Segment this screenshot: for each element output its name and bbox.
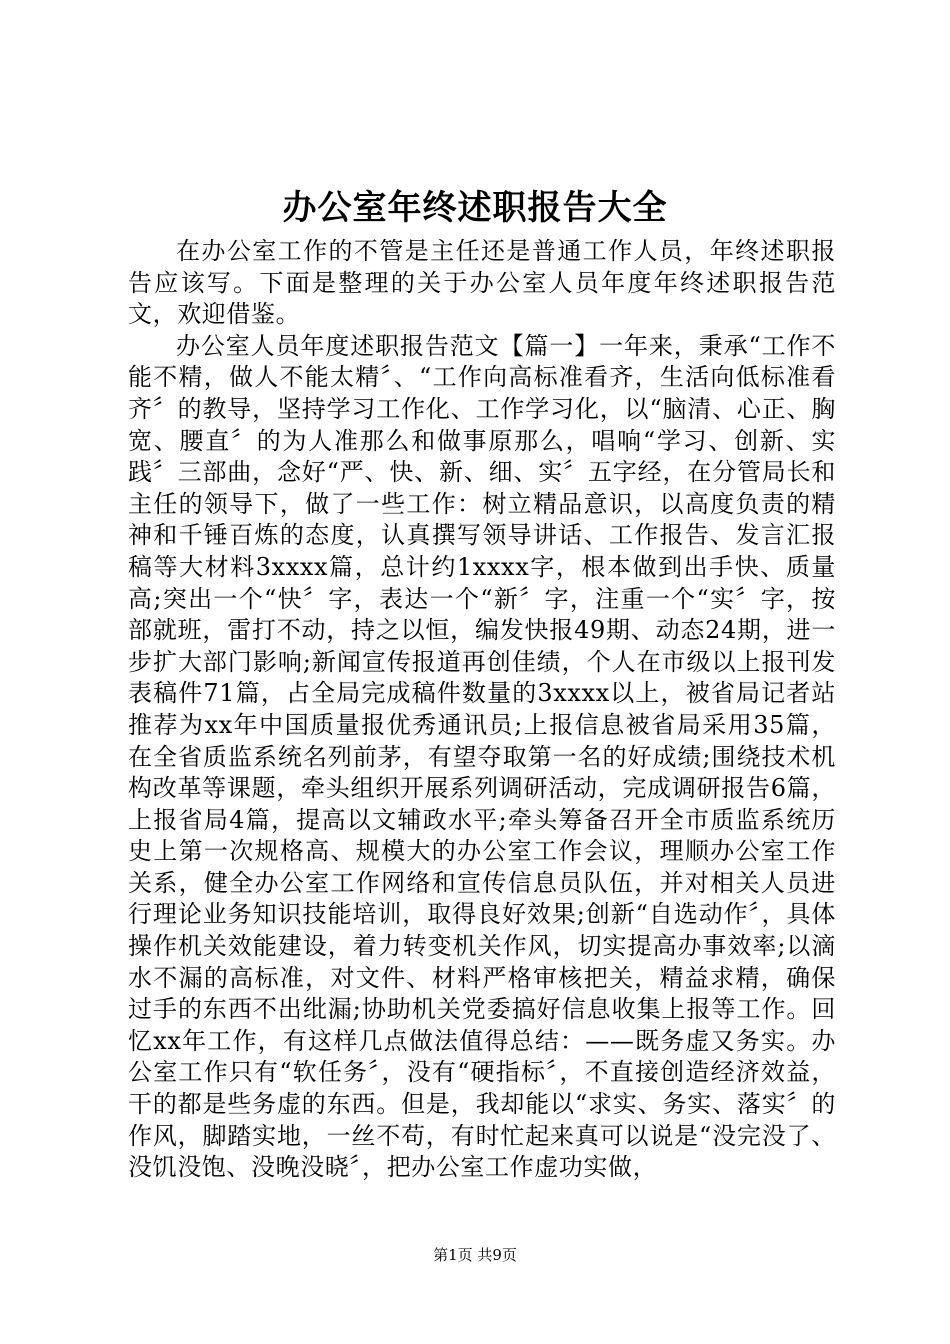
document-body — [128, 236, 836, 1184]
document-title: 办公室年终述职报告大全 — [282, 188, 668, 228]
report-paragraph: 办公室人员年度述职报告范文【篇一】一年来，秉承“工作不能不精，做人不能太精〞、“工作向高标准看齐，生活向低标准看齐〞的教导，坚持学习工作化、工作学习化，以“脑清、心正、胸宽、腰直〞的为人准那么和做事原那么，唱响“学习、创新、实践〞三部曲，念好“严、快、新、细、实〞五字经，在分管局长和主任的领导下，做了一些工作：树立精品意识，以高度负责的精神和千锤百炼的态度，认真撰写领导讲话、工作报告、发言汇报稿等大材料3xxxx篇，总计约1xxxx字，根本做到出手快、质量高;突出一个“快〞字，表达一个“新〞字，注重一个“实〞字，按部就班，雷打不动，持之以恒，编发快报49期、动态24期，进一步扩大部门影响;新闻宣传报道再创佳绩，个人在市级以上报刊发表稿件71篇，占全局完成稿件数量的3xxxx以上，被省局记者站推荐为xx年中国质量报优秀通讯员;上报信息被省局采用35篇，在全省质监系统名列前茅，有望夺取第一名的好成绩;围绕技术机构改革等课题，牵头组织开展系列调研活动，完成调研报告6篇，上报省局4篇，提高以文辅政水平;牵头筹备召开全市质监系统历史上第一次规格高、规模大的办公室工作会议，理顺办公室工作关系，健全办公室工作网络和宣传信息员队伍，并对相关人员进行理论业务知识技能培训，取得良好效果;创新“自选动作〞，具体操作机关效能建设，着力转变机关作风，切实提高办事效率;以滴水不漏的高标准，对文件、材料严格审核把关，精益求精，确保过手的东西不出纰漏;协助机关党委搞好信息收集上报等工作。回忆xx年工作，有这样几点做法值得总结：——既务虚又务实。办公室工作只有“软任务〞，没有“硬指标〞，不直接创造经济效益，干的都是些务虚的东西。但是，我却能以“求实、务实、落实〞的作风，脚踏实地，一丝不苟，有时忙起来真可以说是“没完没了、没饥没饱、没晚没晓〞，把办公室工作虚功实做， — [128, 331, 836, 1182]
intro-paragraph: 在办公室工作的不管是主任还是普通工作人员，年终述职报告应该写。下面是整理的关于办公室人员年度年终述职报告范文，欢迎借鉴。 — [128, 237, 836, 329]
page-number: 第1页 共9页 — [433, 1246, 517, 1264]
